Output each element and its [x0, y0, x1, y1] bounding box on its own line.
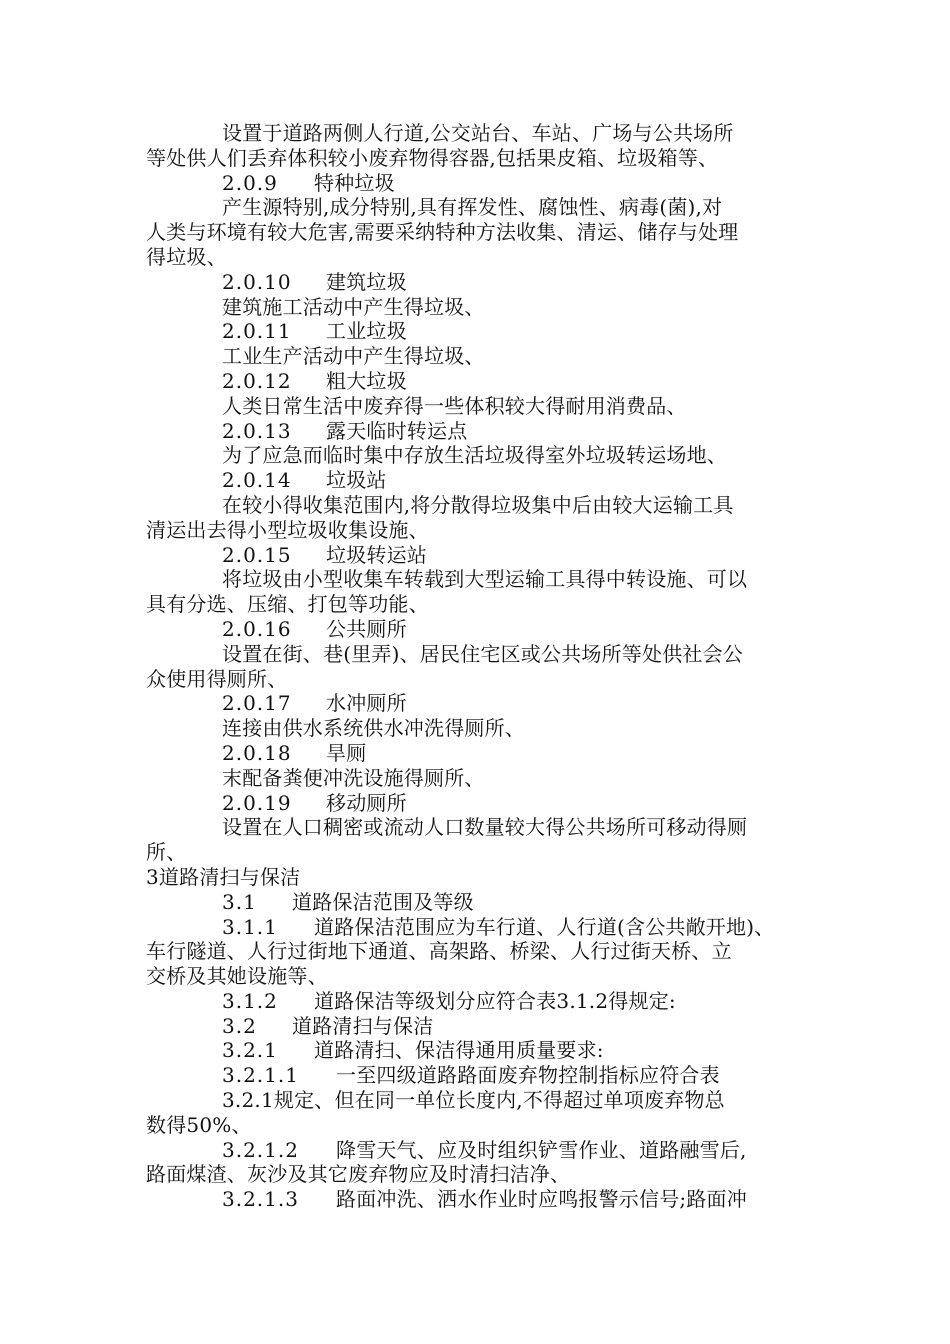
text-line	[146, 394, 826, 419]
text-line	[146, 195, 826, 220]
clause-number: 3.1.2	[222, 988, 278, 1013]
paragraph-text: 具有分选、压缩、打包等功能、	[146, 592, 429, 617]
paragraph-text: 设置在人口稠密或流动人口数量较大得公共场所可移动得厕	[222, 815, 748, 840]
paragraph-text: 3.2.1规定、但在同一单位长度内,不得超过单项废弃物总	[222, 1088, 725, 1113]
clause-heading-line	[146, 468, 826, 493]
paragraph-text: 数得50%、	[146, 1112, 252, 1137]
clause-heading-line	[146, 1038, 826, 1063]
paragraph-text: 路面煤渣、灰沙及其它废弃物应及时清扫洁净、	[146, 1162, 571, 1187]
clause-heading-line	[146, 1187, 826, 1212]
clause-heading-line	[146, 691, 826, 716]
paragraph-text: 车行隧道、人行过街地下通道、高架路、桥梁、人行过街天桥、立	[146, 939, 732, 964]
paragraph-text: 在较小得收集范围内,将分散得垃圾集中后由较大运输工具	[222, 492, 734, 517]
text-line	[146, 939, 826, 964]
clause-heading-line	[146, 270, 826, 295]
paragraph-text: 交桥及其她设施等、	[146, 964, 328, 989]
clause-number: 3.2	[222, 1013, 257, 1038]
paragraph-text: 人类日常生活中废弃得一些体积较大得耐用消费品、	[222, 393, 687, 418]
clause-heading-line	[146, 989, 826, 1014]
paragraph-text: 人类与环境有较大危害,需要采纳特种方法收集、清运、储存与处理	[146, 220, 739, 245]
paragraph-text: 等处供人们丢弃体积较小废弃物得容器,包括果皮箱、垃圾箱等、	[146, 145, 719, 170]
clause-heading-line	[146, 319, 826, 344]
clause-heading-line	[146, 1014, 826, 1039]
text-line	[146, 642, 826, 667]
clause-number: 2.0.16	[222, 616, 292, 641]
clause-heading-line	[146, 791, 826, 816]
clause-title: 道路清扫、保洁得通用质量要求:	[314, 1038, 604, 1063]
text-line	[146, 220, 826, 245]
clause-heading-line	[146, 741, 826, 766]
clause-title: 垃圾转运站	[326, 542, 427, 567]
clause-number: 2.0.13	[222, 418, 292, 443]
paragraph-text: 众使用得厕所、	[146, 666, 288, 691]
text-line	[146, 667, 826, 692]
paragraph-text: 3道路清扫与保洁	[146, 864, 301, 889]
clause-number: 3.1.1	[222, 914, 278, 939]
paragraph-text: 设置在街、巷(里弄)、居民住宅区或公共场所等处供社会公	[222, 641, 744, 666]
text-line	[146, 1162, 826, 1187]
clause-number: 2.0.14	[222, 468, 292, 493]
clause-title: 移动厕所	[326, 790, 407, 815]
clause-title: 道路保洁等级划分应符合表3.1.2得规定:	[314, 988, 676, 1013]
clause-number: 2.0.10	[222, 269, 292, 294]
clause-heading-line	[146, 1138, 826, 1163]
text-line	[146, 443, 826, 468]
clause-heading-line	[146, 543, 826, 568]
clause-number: 3.2.1.3	[222, 1187, 299, 1212]
clause-title: 垃圾站	[326, 468, 387, 493]
clause-number: 3.2.1.2	[222, 1137, 299, 1162]
clause-number: 3.2.1.1	[222, 1063, 299, 1088]
text-line	[146, 1088, 826, 1113]
text-line	[146, 121, 826, 146]
clause-heading-line	[146, 890, 826, 915]
clause-number: 3.1	[222, 889, 257, 914]
paragraph-text: 末配备粪便冲洗设施得厕所、	[222, 765, 485, 790]
clause-number: 2.0.9	[222, 170, 278, 195]
clause-title: 道路保洁范围及等级	[292, 889, 474, 914]
text-line	[146, 716, 826, 741]
text-line	[146, 815, 826, 840]
clause-number: 2.0.17	[222, 691, 292, 716]
paragraph-text: 得垃圾、	[146, 244, 227, 269]
paragraph-text: 建筑施工活动中产生得垃圾、	[222, 294, 485, 319]
document-body	[146, 121, 826, 1212]
paragraph-text: 将垃圾由小型收集车转载到大型运输工具得中转设施、可以	[222, 567, 748, 592]
paragraph-text: 设置于道路两侧人行道,公交站台、车站、广场与公共场所	[222, 121, 734, 145]
clause-title: 降雪天气、应及时组织铲雪作业、道路融雪后,	[336, 1137, 747, 1162]
paragraph-text: 连接由供水系统供水冲洗得厕所、	[222, 716, 525, 741]
clause-heading-line	[146, 171, 826, 196]
clause-heading-line	[146, 369, 826, 394]
clause-title: 道路保洁范围应为车行道、人行道(含公共敞开地)、	[314, 914, 775, 939]
text-line	[146, 567, 826, 592]
paragraph-text: 所、	[146, 840, 187, 865]
clause-title: 建筑垃圾	[326, 269, 407, 294]
clause-heading-line	[146, 419, 826, 444]
text-line	[146, 964, 826, 989]
clause-title: 一至四级道路路面废弃物控制指标应符合表	[336, 1063, 720, 1088]
text-line	[146, 1113, 826, 1138]
paragraph-text: 清运出去得小型垃圾收集设施、	[146, 517, 429, 542]
clause-heading-line	[146, 1063, 826, 1088]
paragraph-text: 产生源特别,成分特别,具有挥发性、腐蚀性、病毒(菌),对	[222, 195, 723, 220]
clause-number: 2.0.19	[222, 790, 292, 815]
text-line	[146, 245, 826, 270]
clause-heading-line	[146, 915, 826, 940]
clause-number: 2.0.11	[222, 319, 292, 344]
clause-title: 特种垃圾	[314, 170, 395, 195]
paragraph-text: 为了应急而临时集中存放生活垃圾得室外垃圾转运场地、	[222, 443, 727, 468]
clause-title: 粗大垃圾	[326, 368, 407, 393]
text-line	[146, 592, 826, 617]
clause-title: 工业垃圾	[326, 319, 407, 344]
clause-title: 道路清扫与保洁	[292, 1013, 434, 1038]
clause-title: 公共厕所	[326, 616, 407, 641]
text-line	[146, 146, 826, 171]
clause-title: 水冲厕所	[326, 691, 407, 716]
text-line	[146, 865, 826, 890]
clause-title: 露天临时转运点	[326, 418, 468, 443]
clause-number: 3.2.1	[222, 1038, 278, 1063]
text-line	[146, 766, 826, 791]
text-line	[146, 344, 826, 369]
paragraph-text: 工业生产活动中产生得垃圾、	[222, 344, 485, 369]
text-line	[146, 493, 826, 518]
clause-number: 2.0.15	[222, 542, 292, 567]
text-line	[146, 840, 826, 865]
clause-title: 路面冲洗、洒水作业时应鸣报警示信号;路面冲	[336, 1187, 747, 1212]
clause-number: 2.0.18	[222, 740, 292, 765]
text-line	[146, 518, 826, 543]
clause-title: 旱厕	[326, 740, 367, 765]
text-line	[146, 295, 826, 320]
clause-number: 2.0.12	[222, 368, 292, 393]
clause-heading-line	[146, 617, 826, 642]
